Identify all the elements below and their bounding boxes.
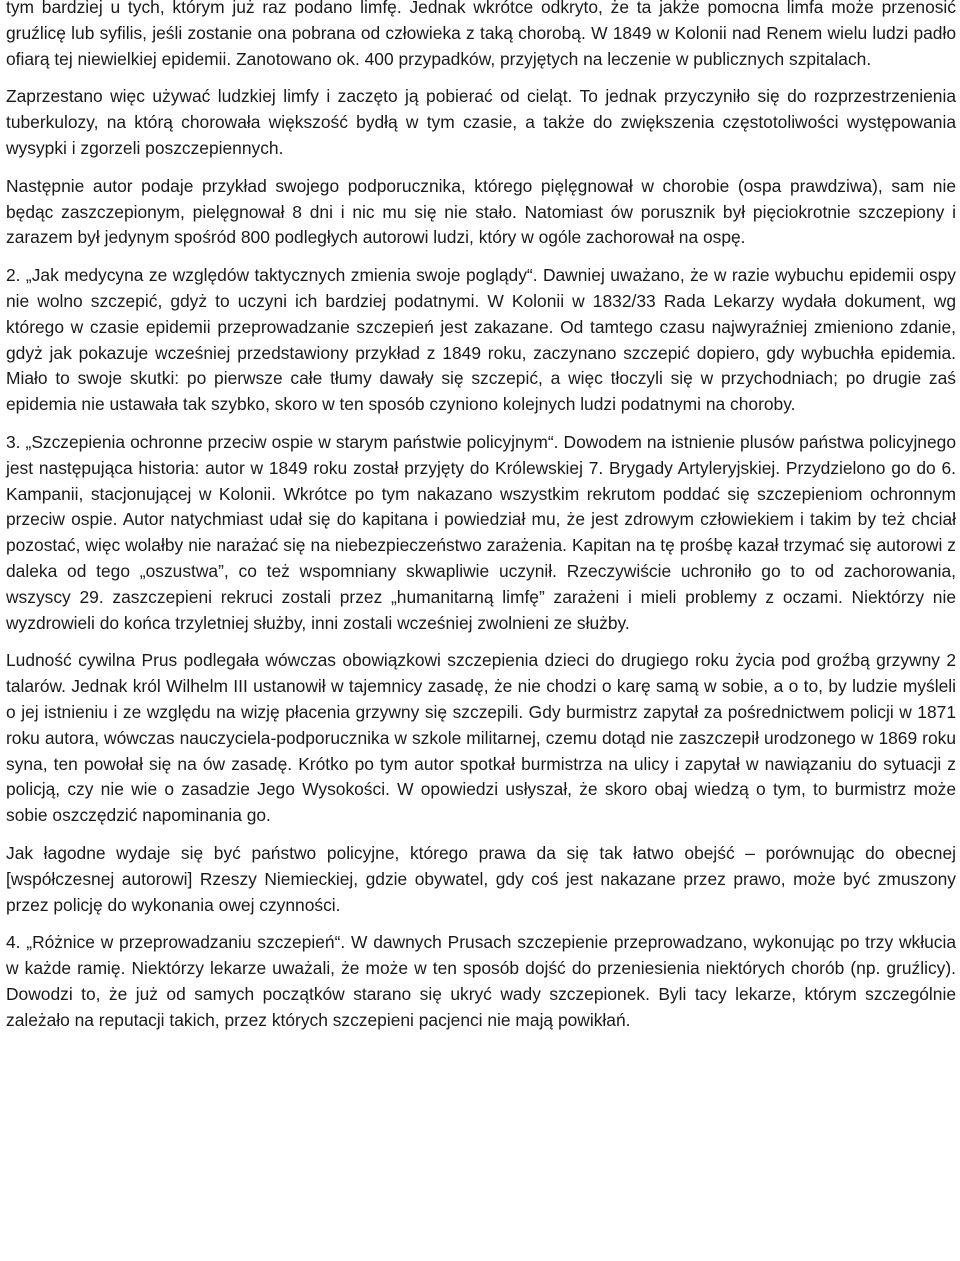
paragraph-panstwo-policyjne: Jak łagodne wydaje się być państwo policyjne, którego prawa da się tak łatwo obejść – porównując do obecnej [współczesnej autorowi] Rzeszy Niemieckiej, gdzie obywatel, gdy coś jest nakazane przez prawo, może być zmuszony przez policję do wykonania owej czynności. [6, 842, 956, 915]
document-page [6, 0, 956, 1033]
paragraph-ludnosc-cywilna: Ludność cywilna Prus podlegała wówczas obowiązkowi szczepienia dzieci do drugiego roku życia pod groźbą grzywny 2 talarów. Jednak król Wilhelm III ustanowił w tajemnicy zasadę, że nie chodzi o karę samą w sobie, a o to, by ludzie myśleli o jej istnieniu i ze względu na wizję płacenia grzywny się szczepili. Gdy burmistrz zapytał za pośrednictwem policji w 1871 roku autora, wówczas nauczyciela-podporucznika w szkole militarnej, czemu dotąd nie zaszczepił urodzonego w 1869 roku syna, ten powołał się na ów zasadę. Krótko po tym autor spotkał burmistrza na ulicy i zapytał w nawiązaniu do sytuacji z policją, czy nie wie o zasadzie Jego Wysokości. W opowiedzi usłyszał, że skoro obaj wiedzą o tym, to burmistrz może sobie oszczędzić napominania go. [6, 650, 956, 826]
paragraph-section-3: 3. „Szczepienia ochronne przeciw ospie w starym państwie policyjnym“. Dowodem na istnienie plusów państwa policyjnego jest następująca historia: autor w 1849 roku został przyjęty do Królewskiej 7. Brygady Artyleryjskiej. Przydzielono go do 6. Kampanii, stacjonującej w Kolonii. Wkrótce po tym nakazano wszystkim rekrutom poddać się szczepieniom ochronnym przeciw ospie. Autor natychmiast udał się do kapitana i powiedział mu, że jest zdrowym człowiekiem i takim by też chciał pozostać, więc wolałby nie narażać się na niebezpieczeństwo zarażenia. Kapitan na tę prośbę kazał trzymać się autorowi z daleka od tego „oszustwa”, co też wspomniany skwapliwie uczynił. Rzeczywiście uchroniło go to od zachorowania, wszyscy 29. zaszczepieni rekruci zostali przez „humanitarną limfę” zarażeni i mieli problemy z oczami. Niektórzy nie wyzdrowieli do końca trzyletniej służby, inni zostali wcześniej zwolnieni ze służby. [6, 431, 956, 633]
paragraph-limfa-cielat: Zaprzestano więc używać ludzkiej limfy i zaczęto ją pobierać od cieląt. To jednak przyczyniło się do rozprzestrzenienia tuberkulozy, na którą chorowała większość bydłą w tym czasie, a także do zwiększenia częstotoliwości występowania wysypki i zgorzeli poszczepiennych. [6, 86, 956, 158]
paragraph-podporucznik: Następnie autor podaje przykład swojego podporucznika, którego pięlęgnował w chorobie (ospa prawdziwa), sam nie będąc zaszczepionym, pielęgnował 8 dni i nic mu się nie stało. Natomiast ów porusznik był pięciokrotnie szczepiony i zarazem był jedynym spośród 800 podległych autorowi ludzi, który w ogóle zachorował na ospę. [6, 175, 956, 248]
paragraph-section-4: 4. „Różnice w przeprowadzaniu szczepień“. W dawnych Prusach szczepienie przeprowadzano, wykonując po trzy wkłucia w każde ramię. Niektórzy lekarze uważali, że może w ten sposób dojść do przeniesienia niektórych chorób (np. gruźlicy). Dowodzi to, że już od samych początków starano się ukryć wady szczepionek. Byli tacy lekarze, którym szczególnie zależało na reputacji takich, przez których szczepieni pacjenci nie mają powikłań. [6, 932, 956, 1030]
paragraph-limfa-kolonia: tym bardziej u tych, którym już raz podano limfę. Jednak wkrótce odkryto, że ta jakże pomocna limfa może przenosić gruźlicę lub syfilis, jeśli zostanie ona pobrana od człowieka z taką chorobą. W 1849 w Kolonii nad Renem wielu ludzi padło ofiarą tej niewielkiej epidemii. Zanotowano ok. 400 przypadków, przyjętych na leczenie w publicznych szpitalach. [6, 0, 956, 69]
paragraph-section-2: 2. „Jak medycyna ze względów taktycznych zmienia swoje poglądy“. Dawniej uważano, że w razie wybuchu epidemii ospy nie wolno szczepić, gdyż to uczyni ich bardziej podatnymi. W Kolonii w 1832/33 Rada Lekarzy wydała dokument, wg którego w czasie epidemii przeprowadzanie szczepień jest zakazane. Od tamtego czasu najwyraźniej zmieniono zdanie, gdyż jak pokazuje wcześniej przedstawiony przykład z 1849 roku, zaczynano szczepić dopiero, gdy wybuchła epidemia. Miało to swoje skutki: po pierwsze całe tłumy dawały się szczepić, a więc tłoczyli się w przychodniach; po drugie zaś epidemia nie ustawała tak szybko, skoro w ten sposób czyniono kolejnych ludzi podatnymi na choroby. [6, 265, 956, 415]
